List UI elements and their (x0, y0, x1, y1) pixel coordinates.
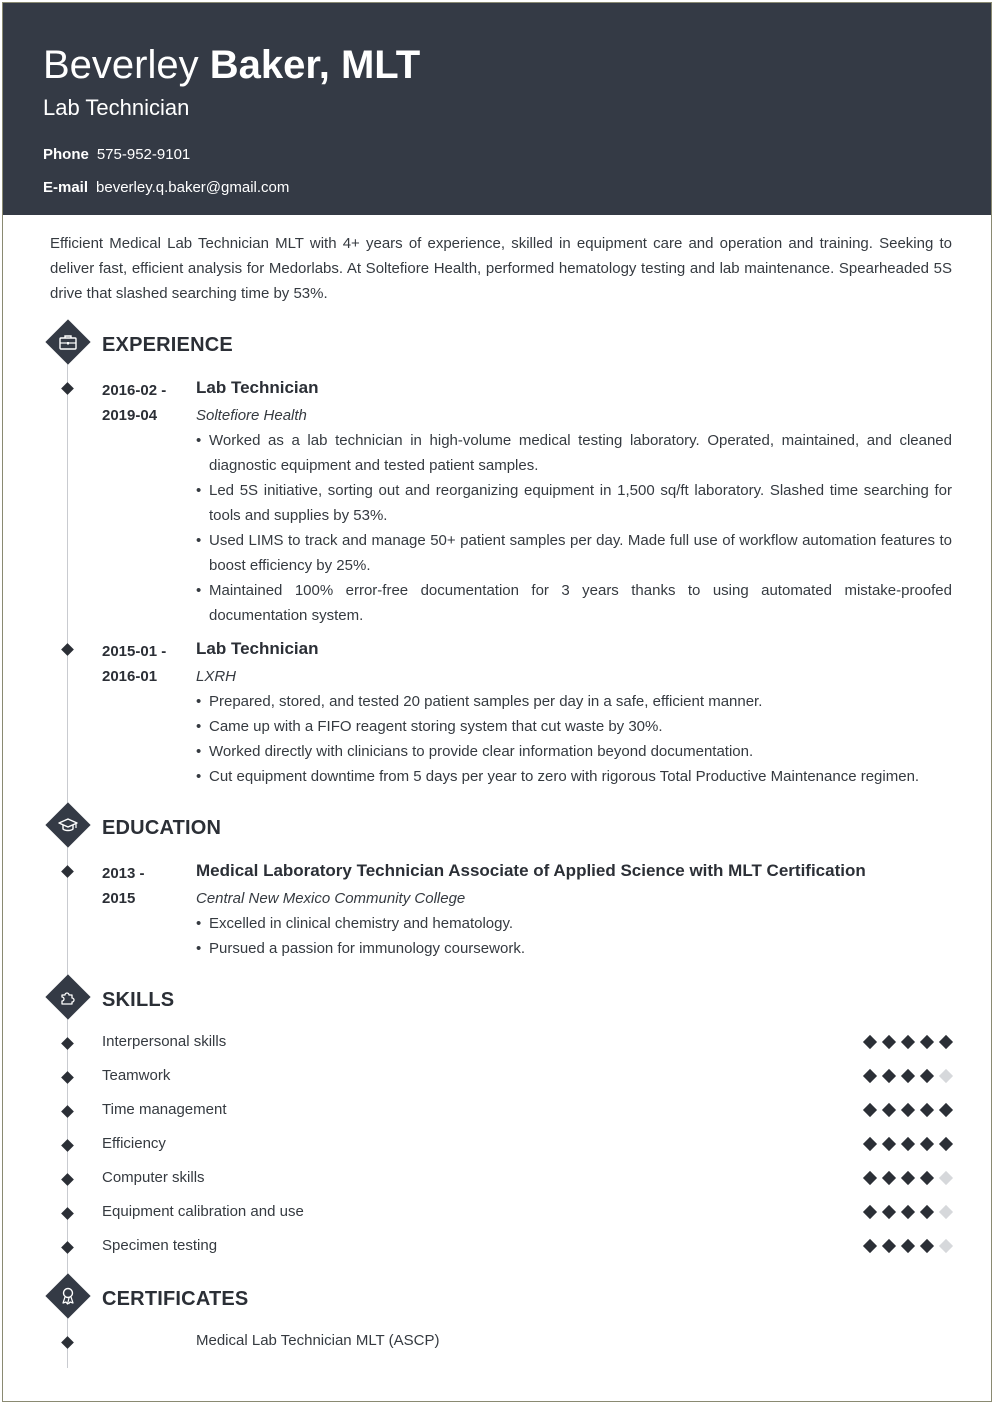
briefcase-icon (54, 328, 82, 356)
experience-date-start: 2016-02 - (102, 382, 167, 399)
list-item: • Excelled in clinical chemistry and hematology. (196, 911, 952, 936)
phone-label: Phone (43, 146, 89, 163)
rating-diamond-filled (863, 1069, 877, 1083)
skill-rating (863, 1100, 953, 1120)
list-item: • Pursued a passion for immunology coursework. (196, 936, 952, 961)
timeline-dot (61, 865, 74, 878)
list-item: • Used LIMS to track and manage 50+ patient samples per day. Made full use of workflow automation features to boost efficiency by 25%. (196, 528, 952, 578)
list-item: • Worked directly with clinicians to provide clear information beyond documentation. (196, 739, 952, 764)
rating-diamond-filled (901, 1137, 915, 1151)
rating-diamond-filled (901, 1069, 915, 1083)
skill-name: Teamwork (102, 1067, 171, 1084)
puzzle-piece-icon (54, 983, 82, 1011)
rating-diamond-filled (882, 1205, 896, 1219)
rating-diamond-filled (920, 1171, 934, 1185)
timeline-dot (61, 1105, 74, 1118)
certificate-item: Medical Lab Technician MLT (ASCP) (196, 1332, 440, 1349)
rating-diamond-filled (863, 1205, 877, 1219)
section-title-education: EDUCATION (102, 817, 222, 839)
skill-name: Interpersonal skills (102, 1033, 227, 1050)
rating-diamond-filled (863, 1239, 877, 1253)
section-title-experience: EXPERIENCE (102, 334, 233, 356)
list-item: • Led 5S initiative, sorting out and reorganizing equipment in 1,500 sq/ft laboratory. Slashed time searching for tools and supplies by 53%. (196, 478, 952, 528)
skill-rating (863, 1168, 953, 1188)
experience-employer: LXRH (196, 668, 237, 685)
education-school: Central New Mexico Community College (196, 890, 466, 907)
list-item: • Prepared, stored, and tested 20 patient samples per day in a safe, efficient manner. (196, 689, 952, 714)
rating-diamond-filled (939, 1103, 953, 1117)
education-date-end: 2015 (102, 890, 136, 907)
skill-rating (863, 1032, 953, 1052)
rating-diamond-empty (939, 1205, 953, 1219)
experience-date-start: 2015-01 - (102, 643, 167, 660)
resume-header (3, 3, 991, 215)
skill-rating (863, 1066, 953, 1086)
skill-name: Equipment calibration and use (102, 1203, 304, 1220)
rating-diamond-filled (901, 1205, 915, 1219)
timeline-dot (61, 382, 74, 395)
rating-diamond-filled (920, 1137, 934, 1151)
rating-diamond-filled (882, 1137, 896, 1151)
skill-rating (863, 1236, 953, 1256)
timeline-dot (61, 643, 74, 656)
timeline-dot (61, 1071, 74, 1084)
rating-diamond-filled (882, 1239, 896, 1253)
list-item: • Came up with a FIFO reagent storing system that cut waste by 30%. (196, 714, 952, 739)
experience-title: Lab Technician (196, 639, 319, 658)
education-bullets (196, 911, 952, 961)
rating-diamond-filled (863, 1171, 877, 1185)
rating-diamond-filled (901, 1035, 915, 1049)
education-date-start: 2013 - (102, 865, 145, 882)
resume-page (2, 2, 992, 1402)
rating-diamond-filled (882, 1103, 896, 1117)
rating-diamond-filled (901, 1239, 915, 1253)
rating-diamond-empty (939, 1239, 953, 1253)
list-item: • Maintained 100% error-free documentation for 3 years thanks to using automated mistake-proofed documentation system. (196, 578, 952, 628)
graduation-cap-icon (54, 811, 82, 839)
experience-date-end: 2019-04 (102, 407, 158, 424)
timeline-dot (61, 1139, 74, 1152)
education-degree: Medical Laboratory Technician Associate of Applied Science with MLT Certification (196, 861, 866, 880)
summary-text: Efficient Medical Lab Technician MLT with 4+ years of experience, skilled in equipment care and operation and training. Seeking to deliver fast, efficient analysis for Medorlabs. At Soltefiore Health, performed hematology testing and lab maintenance. Spearheaded 5S drive that slashed searching time by 53%. (50, 235, 952, 302)
experience-bullets (196, 689, 952, 789)
skill-name: Computer skills (102, 1169, 205, 1186)
email-label: E-mail (43, 179, 89, 196)
candidate-name (43, 41, 420, 89)
timeline-dot (61, 1207, 74, 1220)
rating-diamond-filled (939, 1035, 953, 1049)
contact-phone (43, 145, 190, 165)
section-title-skills: SKILLS (102, 989, 175, 1011)
rating-diamond-filled (882, 1069, 896, 1083)
job-title-header: Lab Technician (43, 95, 190, 120)
last-name: Baker, MLT (209, 43, 421, 87)
skill-name: Time management (102, 1101, 227, 1118)
timeline-dot (61, 1336, 74, 1349)
list-item: • Cut equipment downtime from 5 days per year to zero with rigorous Total Productive Maintenance regimen. (196, 764, 952, 789)
rating-diamond-filled (920, 1103, 934, 1117)
skill-rating (863, 1202, 953, 1222)
rating-diamond-filled (920, 1239, 934, 1253)
rating-diamond-filled (863, 1035, 877, 1049)
rating-diamond-filled (882, 1171, 896, 1185)
rating-diamond-empty (939, 1069, 953, 1083)
first-name: Beverley (43, 43, 199, 87)
rating-diamond-filled (882, 1035, 896, 1049)
skill-name: Specimen testing (102, 1237, 218, 1254)
rating-diamond-filled (863, 1137, 877, 1151)
rating-diamond-filled (920, 1069, 934, 1083)
timeline-dot (61, 1241, 74, 1254)
rating-diamond-filled (901, 1171, 915, 1185)
phone-value[interactable]: 575-952-9101 (96, 146, 191, 163)
rating-diamond-empty (939, 1171, 953, 1185)
rating-diamond-filled (920, 1205, 934, 1219)
contact-email (43, 178, 289, 198)
award-ribbon-icon (54, 1282, 82, 1310)
experience-employer: Soltefiore Health (196, 407, 307, 424)
timeline-dot (61, 1173, 74, 1186)
rating-diamond-filled (901, 1103, 915, 1117)
timeline-dot (61, 1037, 74, 1050)
list-item: • Worked as a lab technician in high-volume medical testing laboratory. Operated, maintained, and cleaned diagnostic equipment and tested patient samples. (196, 428, 952, 478)
skill-rating (863, 1134, 953, 1154)
skill-name: Efficiency (102, 1135, 166, 1152)
rating-diamond-filled (920, 1035, 934, 1049)
section-title-certificates: CERTIFICATES (102, 1288, 249, 1310)
experience-bullets (196, 428, 952, 628)
experience-title: Lab Technician (196, 378, 319, 397)
rating-diamond-filled (939, 1137, 953, 1151)
experience-date-end: 2016-01 (102, 668, 158, 685)
email-value[interactable]: beverley.q.baker@gmail.com (96, 179, 290, 196)
rating-diamond-filled (863, 1103, 877, 1117)
